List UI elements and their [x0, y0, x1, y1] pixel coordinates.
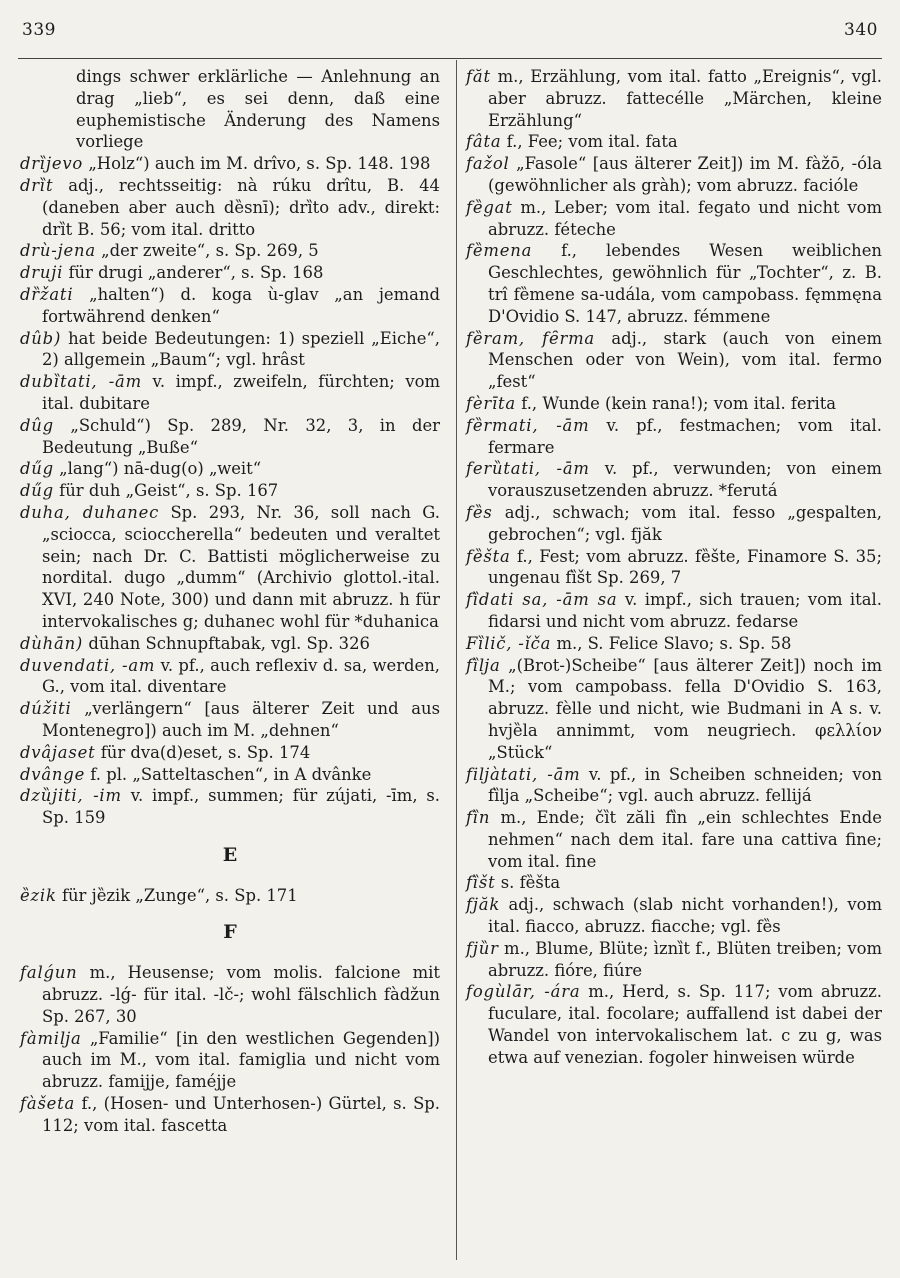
entry-headword: fȉǉa [466, 655, 501, 675]
entry-definition: adj., stark (auch von einem Menschen oder von Wein), vom ital. fermo „fest“ [488, 328, 882, 392]
dictionary-entry [20, 153, 440, 175]
dictionary-entry [466, 546, 882, 590]
entry-headword: dûb) [20, 328, 62, 348]
dictionary-entry [20, 633, 440, 655]
entry-definition: für jȅzik „Zunge“, s. Sp. 171 [61, 885, 298, 905]
entry-headword: fȅšta [466, 546, 511, 566]
dictionary-entry [466, 415, 882, 459]
entry-headword: fȅs [466, 502, 493, 522]
dictionary-entry [20, 1028, 440, 1093]
entry-definition: v. pf., in Scheiben schneiden; von fȉǉa „Scheibe“; vgl. auch abruzz. fellijá [488, 764, 883, 806]
dictionary-entry [466, 502, 882, 546]
left-column [20, 66, 440, 1137]
dictionary-entry [20, 415, 440, 459]
dictionary-entry [20, 764, 440, 786]
dictionary-entry [466, 807, 882, 872]
entry-headword: dzȕjiti, -im [20, 786, 122, 806]
section-e-entry-list [20, 885, 440, 907]
right-column [466, 66, 882, 1069]
dictionary-entry [466, 981, 882, 1068]
entry-definition: v. pf., festmachen; vom ital. fermare [488, 415, 882, 457]
entry-headword: fàšeta [20, 1094, 76, 1114]
entry-headword: ferȕtati, -ām [466, 459, 590, 479]
entry-headword: fažol [466, 154, 510, 174]
entry-definition: m., Herd, s. Sp. 117; vom abruzz. fuculare, ital. focolare; auffallend ist dabei der Wandel von intervokalischem lat. c zu g, was etwa auf venezian. fogoler hinweisen würde [488, 982, 882, 1067]
entry-definition: „der zweite“, s. Sp. 269, 5 [101, 241, 319, 261]
section-f-entry-list [20, 962, 440, 1136]
entry-definition: m., Heusense; vom molis. falcione mit abruzz. -lǵ- für ital. -lč-; wohl fälschlich fàdžun Sp. 267, 30 [42, 963, 440, 1026]
entry-definition: f., lebendes Wesen weiblichen Geschlechtes, gewöhnlich für „Tochter“, z. B. trî fȅmene sa-udála, vom campobass. fęmmęna D'Ovidio S. 147, abruzz. fémmene [488, 241, 882, 326]
page-number-right: 340 [844, 20, 878, 40]
entry-definition: „verlängern“ [aus älterer Zeit und aus Montenegro]) auch im M. „dehnen“ [42, 699, 440, 740]
entry-definition: m., S. Felice Slavo; s. Sp. 58 [556, 633, 792, 653]
dictionary-entry [466, 458, 882, 502]
entry-headword: Fȉlič, -ǐča [466, 633, 552, 653]
dictionary-entry [466, 240, 882, 327]
entry-headword: fiǉàtati, -ām [466, 764, 581, 784]
left-entry-list [20, 153, 440, 829]
dictionary-entry [20, 962, 440, 1027]
entry-definition: v. impf., zweifeln, fürchten; vom ital. dubitare [42, 372, 440, 413]
entry-headword: fȅmena [466, 241, 533, 261]
dictionary-entry [466, 655, 882, 764]
entry-headword: fȉn [466, 808, 491, 828]
entry-headword: fȅram, fȇrma [466, 328, 596, 348]
entry-headword: fjăk [466, 895, 501, 915]
entry-headword: fâta [466, 132, 502, 152]
entry-headword: dûg [20, 415, 54, 435]
dictionary-entry [20, 742, 440, 764]
dictionary-entry [466, 131, 882, 153]
entry-headword: dűg [20, 481, 54, 501]
dictionary-entry [466, 153, 882, 197]
dictionary-entry [20, 262, 440, 284]
entry-definition: „halten“) d. koga ù-glav „an jemand fortwährend denken“ [42, 284, 440, 326]
entry-definition: Sp. 293, Nr. 36, soll nach G. „sciocca, scioccherella“ bedeuten und veraltet sein; nach Dr. C. Battisti möglicherweise zu nordital. dugo „dumm“ (Archivio glottol.-ital. XVI, 240 Note, 300) und dann mit abruzz. h für intervokalisches g; duhanec wohl für *duhanica [42, 502, 440, 631]
entry-headword: falǵun [20, 963, 78, 983]
entry-headword: fàmiǉa [20, 1028, 82, 1048]
entry-definition: für duh „Geist“, s. Sp. 167 [59, 481, 279, 501]
entry-definition: dūhan Schnupftabak, vgl. Sp. 326 [88, 633, 370, 653]
dictionary-entry [20, 284, 440, 328]
entry-headword: druji [20, 263, 64, 283]
entry-headword: dȑžati [20, 284, 74, 304]
entry-headword: dúžiti [20, 699, 72, 719]
entry-definition: v. impf., sich trauen; vom ital. fidarsi und nicht vom abruzz. fedarse [488, 590, 882, 631]
dictionary-entry [20, 885, 440, 907]
dictionary-entry [20, 1093, 440, 1137]
dictionary-entry [466, 764, 882, 808]
dictionary-entry [466, 894, 882, 938]
entry-headword: drȉt [20, 175, 54, 195]
dictionary-entry [20, 698, 440, 742]
entry-definition: „Fasole“ [aus älterer Zeit]) im M. fàžō, -óla (gewöhnlicher als gràh); vom abruzz. faciόle [488, 154, 883, 195]
entry-definition: „lang“) nā-dug(o) „weit“ [59, 459, 262, 479]
entry-headword: fȅgat [466, 197, 513, 217]
entry-definition: m., Blume, Blüte; ìznȉt f., Blüten treiben; vom abruzz. fióre, fiúre [488, 938, 882, 980]
dictionary-entry [466, 589, 882, 633]
dictionary-entry [20, 371, 440, 415]
entry-headword: fogùlār, -ára [466, 982, 581, 1002]
page-number-left: 339 [22, 20, 56, 40]
entry-headword: drù-jena [20, 241, 96, 261]
entry-definition: f. pl. „Satteltaschen“, in A dvânke [90, 764, 372, 784]
entry-definition: „Holz“) auch im M. drîvo, s. Sp. 148. 198 [88, 154, 431, 174]
entry-definition: m., Leber; vom ital. fegato und nicht vom abruzz. féteche [488, 197, 883, 239]
entry-headword: duha, duhanec [20, 502, 160, 522]
entry-definition: f., Fee; vom ital. fata [506, 132, 678, 152]
entry-headword: fjȕr [466, 938, 499, 958]
entry-headword: fȅrmati, -ām [466, 415, 590, 435]
entry-definition: „(Brot-)Scheibe“ [aus älterer Zeit]) noch im M.; vom campobass. fella D'Ovidio S. 163, abruzz. fèlle und nicht, wie Budmani in A s. v. hvjȅla annimmt, vom neugriech. φελλίον „Stück“ [488, 655, 883, 762]
dictionary-entry [20, 175, 440, 240]
entry-headword: fȉdati sa, -ām sa [466, 590, 618, 610]
right-entry-list [466, 66, 882, 1069]
entry-definition: f., Fest; vom abruzz. fȅšte, Finamore S. 35; ungenau fȉšt Sp. 269, 7 [488, 546, 882, 588]
entry-definition: v. pf., verwunden; von einem vorauszusetzenden abruzz. *ferutá [488, 459, 882, 501]
dictionary-entry [466, 66, 882, 131]
column-divider [456, 60, 457, 1260]
dictionary-entry [466, 197, 882, 241]
entry-definition: für dva(d)eset, s. Sp. 174 [100, 742, 311, 762]
dictionary-entry [466, 393, 882, 415]
entry-headword: făt [466, 67, 491, 86]
dictionary-entry [466, 328, 882, 393]
dictionary-entry [20, 480, 440, 502]
entry-headword: dùhān) [20, 633, 84, 653]
entry-definition: adj., rechtsseitig: nà rúku drîtu, B. 44 (daneben aber auch dȅsnī); drȉto adv., direkt: drȉt B. 56; vom ital. dritto [42, 175, 440, 239]
entry-definition: s. fȅšta [500, 873, 561, 893]
entry-definition: v. pf., auch reflexiv d. sa, werden, G., vom ital. diventare [42, 655, 440, 697]
entry-definition: für drugi „anderer“, s. Sp. 168 [68, 263, 324, 283]
entry-headword: fèrīta [466, 393, 517, 413]
entry-definition: „Schuld“) Sp. 289, Nr. 32, 3, in der Bedeutung „Buße“ [42, 415, 440, 457]
entry-headword: fȉšt [466, 873, 496, 893]
header-rule [18, 58, 882, 59]
continuation-text: dings schwer erklärliche — Anlehnung an drag „lieb“, es sei denn, daß eine euphemistische Änderung des Namens vorliege [76, 67, 440, 152]
entry-definition: f., (Hosen- und Unterhosen-) Gürtel, s. Sp. 112; vom ital. fascetta [42, 1094, 440, 1135]
dictionary-entry [20, 240, 440, 262]
entry-headword: dűg [20, 459, 54, 479]
dictionary-entry [20, 328, 440, 372]
entry-headword: duvendati, -am [20, 655, 156, 675]
entry-headword: dvâjaset [20, 742, 96, 762]
entry-definition: v. impf., summen; für zújati, -īm, s. Sp. 159 [42, 786, 440, 828]
entry-definition: f., Wunde (kein rana!); vom ital. ferita [521, 393, 837, 413]
entry-definition: adj., schwach; vom ital. fesso „gespalten, gebrochen“; vgl. fjăk [488, 502, 882, 544]
section-letter-e: E [222, 843, 238, 866]
entry-headword: drȉjevo [20, 154, 84, 174]
entry-definition: „Familie“ [in den westlichen Gegenden]) auch im M., vom ital. famiglia und nicht vom abruzz. famijje, faméjje [42, 1028, 440, 1092]
entry-headword: dubȉtati, -ām [20, 372, 142, 392]
entry-definition: m., Erzählung, vom ital. fatto „Ereignis“, vgl. aber abruzz. fattecélle „Märchen, kleine Erzählung“ [488, 67, 882, 130]
dictionary-entry [466, 872, 882, 894]
entry-headword: ȅzik [20, 885, 57, 905]
entry-definition: m., Ende; čȉt zăli fȉn „ein schlechtes Ende nehmen“ nach dem ital. fare una cattiva fine; vom ital. fine [488, 808, 882, 871]
entry-headword: dvânge [20, 764, 86, 784]
dictionary-entry [20, 655, 440, 699]
entry-definition: hat beide Bedeutungen: 1) speziell „Eiche“, 2) allgemein „Baum“; vgl. hrâst [42, 328, 440, 370]
section-letter-f: F [223, 921, 237, 944]
entry-definition: adj., schwach (slab nicht vorhanden!), vom ital. fiacco, abruzz. fiacche; vgl. fȅs [488, 895, 882, 937]
dictionary-entry [466, 633, 882, 655]
dictionary-entry [20, 785, 440, 829]
dictionary-entry [20, 502, 440, 633]
dictionary-entry [466, 938, 882, 982]
dictionary-entry [20, 458, 440, 480]
